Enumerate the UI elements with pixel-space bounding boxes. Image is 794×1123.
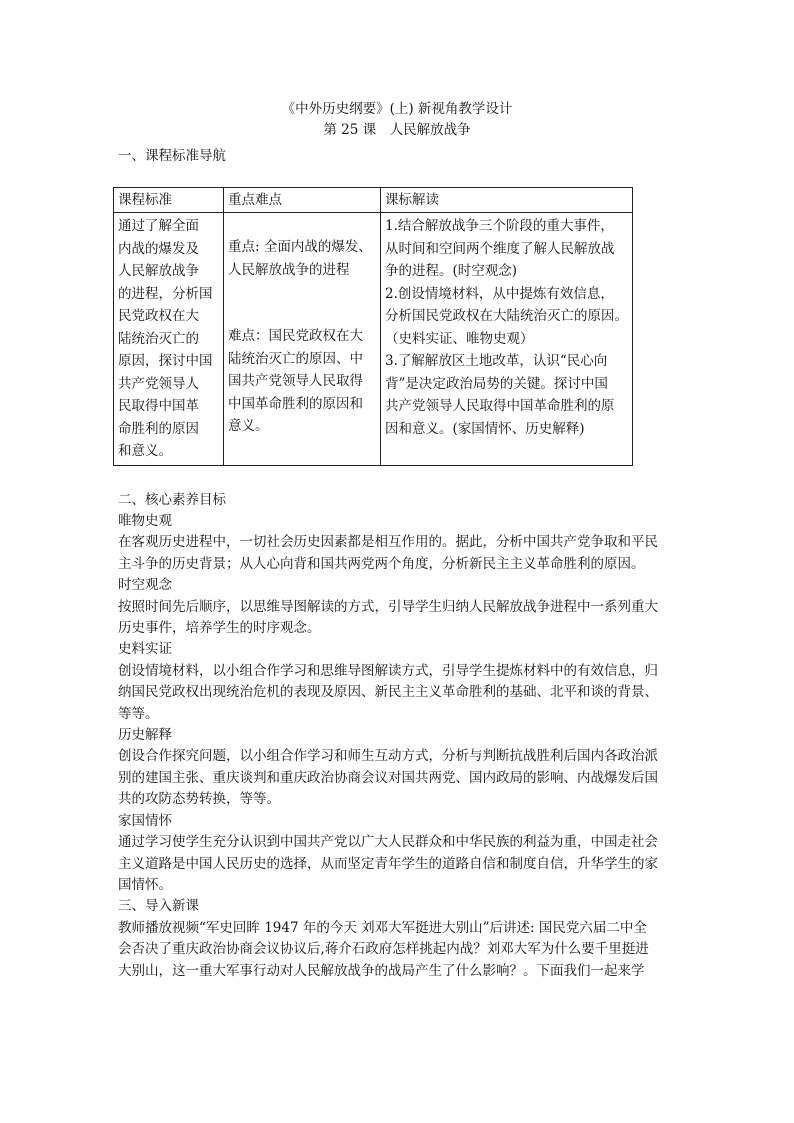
paragraph-line: 主义道路是中国人民历史的选择，从而坚定青年学生的道路自信和制度自信，升华学生的家 xyxy=(118,855,658,872)
paragraph-line: 别的建国主张、重庆谈判和重庆政治协商会议对国共两党、国内政局的影响、内战爆发后国 xyxy=(118,769,658,786)
cell-line: 陆统治灭亡的原因、中 xyxy=(228,350,363,367)
table-row xyxy=(114,213,633,466)
table-header-row xyxy=(114,188,633,213)
cell-line: 和意义。 xyxy=(118,443,172,459)
cell-line: 2.创设情境材料，从中提炼有效信息， xyxy=(385,285,614,302)
standard-cell xyxy=(114,213,224,466)
paragraph-line: 纳国民党政权出现统治危机的表现及原因、新民主主义革命胜利的基础、北平和谈的背景、 xyxy=(118,684,658,701)
cell-line: （史料实证、唯物史观） xyxy=(385,330,534,347)
table-header-cell: 课标解读 xyxy=(381,188,633,213)
cell-line: 中国革命胜利的原因和 xyxy=(228,395,363,412)
cell-line: 重点: 全面内战的爆发、 xyxy=(228,239,372,255)
key-points-cell xyxy=(224,213,381,466)
cell-line: 国共产党领导人民取得 xyxy=(228,373,363,389)
section3-heading: 三、导入新课 xyxy=(118,898,199,915)
paragraph-line: 会否决了重庆政治协商会议协议后,蒋介石政府怎样挑起内战？刘邓大军为什么要千里挺进 xyxy=(118,941,649,958)
document-title: 《中外历史纲要》(上) 新视角教学设计 xyxy=(281,101,513,117)
cell-line: 人民解放战争 xyxy=(118,263,199,279)
cell-line: 民党政权在大 xyxy=(118,308,199,324)
literacy-label: 历史解释 xyxy=(118,727,172,744)
lesson-title: 第 25 课 人民解放战争 xyxy=(323,122,471,138)
section1-heading: 一、课程标准导航 xyxy=(118,148,226,164)
cell-line: 陆统治灭亡的 xyxy=(118,330,199,347)
table-header-cell: 重点难点 xyxy=(224,188,381,213)
section2-heading: 二、核心素养目标 xyxy=(118,492,226,508)
cell-line: 争的进程。(时空观念) xyxy=(385,263,518,279)
cell-line: 原因，探讨中国 xyxy=(118,353,213,369)
literacy-label: 家国情怀 xyxy=(118,812,172,829)
cell-line: 意义。 xyxy=(228,418,269,434)
cell-line: 命胜利的原因 xyxy=(118,420,199,437)
cell-line: 难点：国民党政权在大 xyxy=(228,328,363,344)
cell-line: 分析国民党政权在大陆统治灭亡的原因。 xyxy=(385,308,628,324)
literacy-label: 史料实证 xyxy=(118,641,172,658)
curriculum-standard-table xyxy=(113,187,633,466)
paragraph-line: 通过学习使学生充分认识到中国共产党以广大人民群众和中华民族的利益为重，中国走社会 xyxy=(118,834,658,851)
cell-line: 因和意义。(家国情怀、历史解释) xyxy=(385,420,585,437)
paragraph-line: 共的攻防态势转换，等等。 xyxy=(118,791,280,808)
table-header-cell: 课程标准 xyxy=(114,188,224,213)
paragraph-line: 历史事件，培养学生的时序观念。 xyxy=(118,620,321,637)
literacy-label: 唯物史观 xyxy=(118,513,172,529)
cell-line: 背”是决定政治局势的关键。探讨中国 xyxy=(385,375,608,392)
paragraph-line: 创设情境材料，以小组合作学习和思维导图解读方式，引导学生提炼材料中的有效信息，归 xyxy=(118,662,658,679)
cell-line: 民取得中国革 xyxy=(118,398,199,414)
paragraph-line: 教师播放视频“军史回眸 1947 年的今天 刘邓大军挺进大别山”后讲述: 国民党六届二中全 xyxy=(118,919,647,936)
literacy-label: 时空观念 xyxy=(118,577,172,594)
cell-line: 3.了解解放区土地改革，认识“民心向 xyxy=(385,353,608,369)
cell-line: 1.结合解放战争三个阶段的重大事件， xyxy=(385,218,614,234)
cell-line: 通过了解全面 xyxy=(118,218,199,234)
literacy-block-materialism xyxy=(118,511,680,982)
cell-line: 共产党领导人 xyxy=(118,375,199,392)
paragraph-line: 按照时间先后顺序，以思维导图解读的方式，引导学生归纳人民解放战争进程中一系列重大 xyxy=(118,598,658,615)
cell-line: 的进程，分析国 xyxy=(118,285,213,302)
cell-line: 人民解放战争的进程 xyxy=(228,261,350,278)
interpretation-cell xyxy=(381,213,633,466)
paragraph-line: 国情怀。 xyxy=(118,876,172,893)
paragraph-line: 在客观历史进程中，一切社会历史因素都是相互作用的。据此，分析中国共产党争取和平民 xyxy=(118,534,658,551)
cell-line: 从时间和空间两个维度了解人民解放战 xyxy=(385,240,615,257)
paragraph-line: 主斗争的历史背景；从人心向背和国共两党两个角度，分析新民主主义革命胜利的原因。 xyxy=(118,555,645,572)
cell-line: 内战的爆发及 xyxy=(118,240,199,257)
paragraph-line: 等等。 xyxy=(118,705,159,722)
paragraph-line: 大别山，这一重大军事行动对人民解放战争的战局产生了什么影响？。下面我们一起来学 xyxy=(118,962,645,979)
cell-line: 共产党领导人民取得中国革命胜利的原 xyxy=(385,398,615,414)
paragraph-line: 创设合作探究问题，以小组合作学习和师生互动方式，分析与判断抗战胜利后国内各政治派 xyxy=(118,748,658,765)
